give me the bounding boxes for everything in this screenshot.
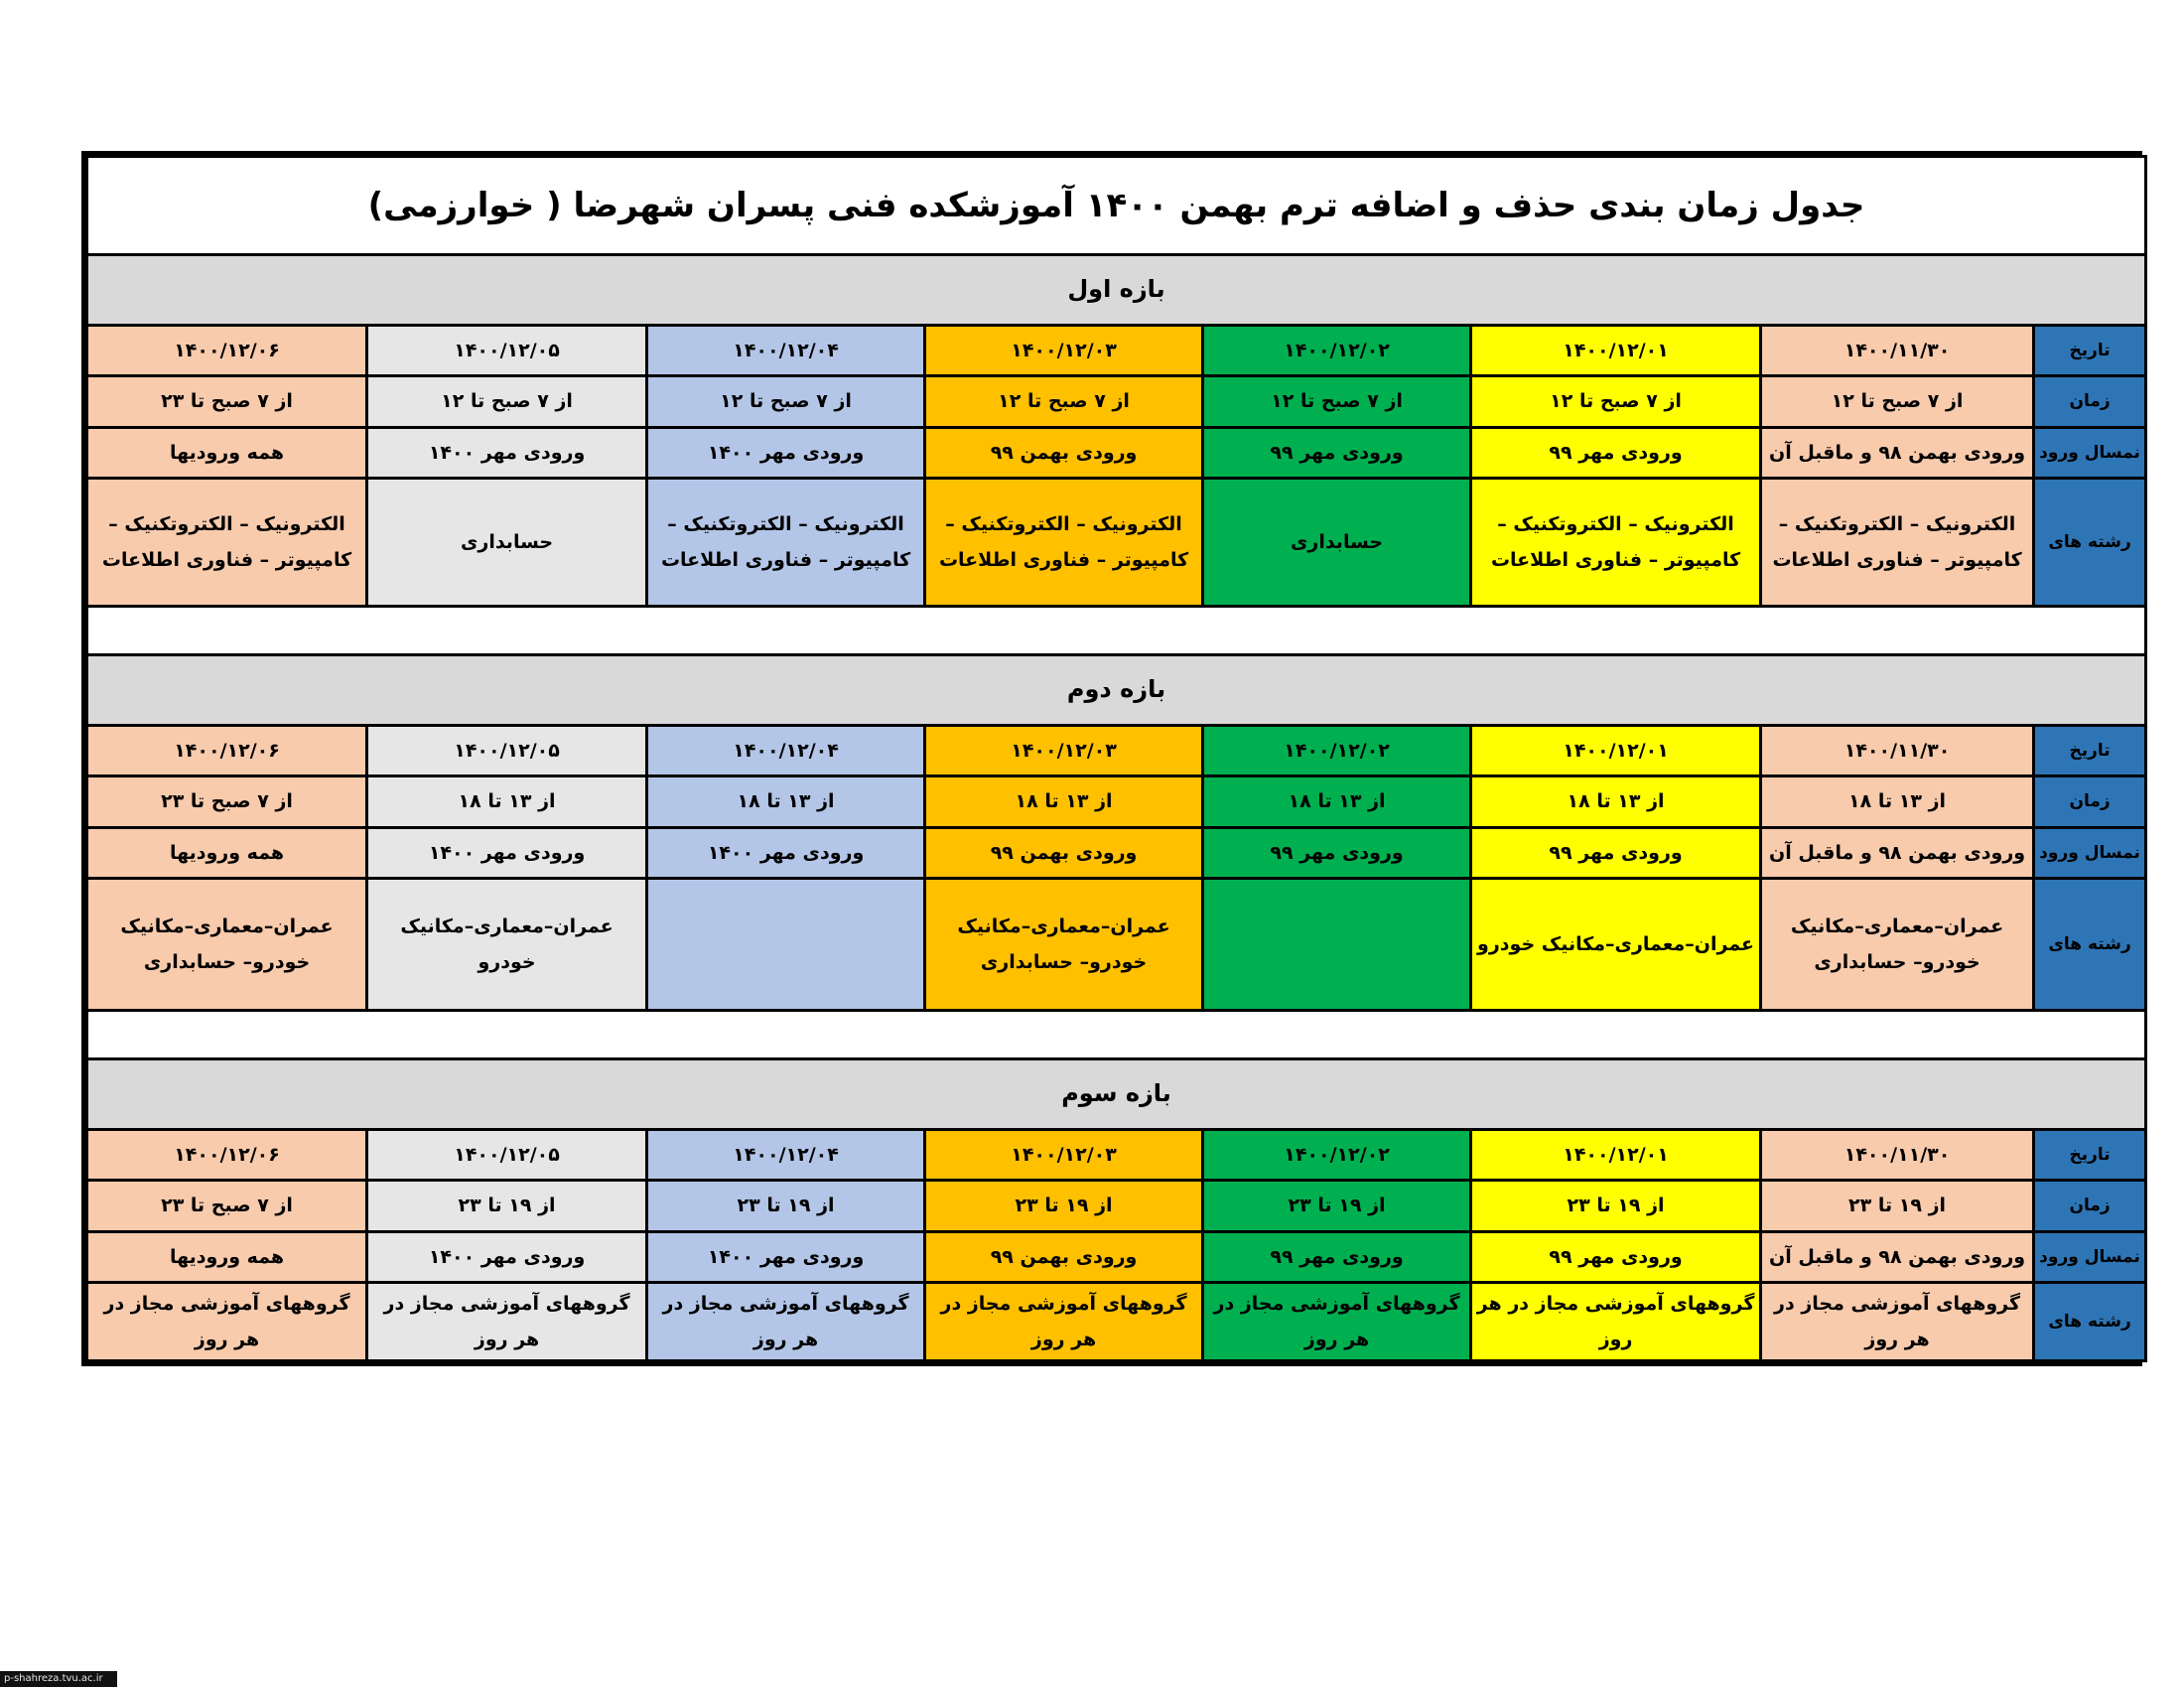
date-row [87,726,2146,776]
semester-cell: همه ورودیها [87,428,367,479]
date-cell: ۱۴۰۰/۱۲/۰۵ [367,726,647,776]
semester-cell: ورودی بهمن ۹۹ [925,428,1203,479]
fields-cell: الکترونیک – الکتروتکنیک – کامپیوتر – فناوری اطلاعات [1761,479,2034,607]
semester-label: نمسال ورود [2034,828,2146,879]
date-row [87,326,2146,376]
fields-cell: عمران–معماری–مکانیک خودرو– حسابداری [87,879,367,1011]
period-heading: بازه دوم [87,655,2146,726]
fields-row [87,1283,2146,1361]
time-cell: از ۷ صبح تا ۲۳ [87,776,367,828]
date-cell: ۱۴۰۰/۱۲/۰۶ [87,1130,367,1181]
semester-cell: ورودی مهر ۹۹ [1203,1232,1471,1283]
date-cell: ۱۴۰۰/۱۱/۳۰ [1761,326,2034,376]
time-cell: از ۱۹ تا ۲۳ [1471,1181,1761,1232]
fields-cell [647,879,925,1011]
semester-cell: همه ورودیها [87,1232,367,1283]
date-cell: ۱۴۰۰/۱۲/۰۴ [647,326,925,376]
time-cell: از ۷ صبح تا ۱۲ [1203,376,1471,428]
fields-cell: گروههای آموزشی مجاز در هر روز [925,1283,1203,1361]
semester-cell: ورودی مهر ۹۹ [1471,828,1761,879]
date-cell: ۱۴۰۰/۱۲/۰۵ [367,326,647,376]
date-label: تاریخ [2034,726,2146,776]
semester-row [87,1232,2146,1283]
semester-cell: ورودی بهمن ۹۸ و ماقبل آن [1761,428,2034,479]
fields-cell: گروههای آموزشی مجاز در هر روز [647,1283,925,1361]
date-cell: ۱۴۰۰/۱۲/۰۳ [925,1130,1203,1181]
semester-cell: ورودی بهمن ۹۸ و ماقبل آن [1761,1232,2034,1283]
fields-label: رشته های [2034,479,2146,607]
time-cell: از ۱۹ تا ۲۳ [367,1181,647,1232]
time-cell: از ۱۳ تا ۱۸ [1761,776,2034,828]
date-cell: ۱۴۰۰/۱۲/۰۶ [87,726,367,776]
fields-cell: گروههای آموزشی مجاز در هر روز [1761,1283,2034,1361]
date-cell: ۱۴۰۰/۱۲/۰۲ [1203,1130,1471,1181]
date-cell: ۱۴۰۰/۱۱/۳۰ [1761,726,2034,776]
fields-cell: الکترونیک – الکتروتکنیک – کامپیوتر – فناوری اطلاعات [647,479,925,607]
fields-cell: حسابداری [367,479,647,607]
fields-cell: گروههای آموزشی مجاز در هر روز [1203,1283,1471,1361]
fields-cell: عمران–معماری–مکانیک خودرو– حسابداری [1761,879,2034,1011]
schedule-body [87,157,2146,1361]
semester-cell: ورودی بهمن ۹۸ و ماقبل آن [1761,828,2034,879]
time-cell: از ۱۹ تا ۲۳ [925,1181,1203,1232]
fields-cell: عمران–معماری–مکانیک خودرو– حسابداری [925,879,1203,1011]
spacer-row [87,607,2146,655]
semester-cell: ورودی مهر ۹۹ [1203,428,1471,479]
time-cell: از ۷ صبح تا ۱۲ [925,376,1203,428]
semester-cell: ورودی مهر ۱۴۰۰ [367,428,647,479]
semester-row [87,828,2146,879]
date-cell: ۱۴۰۰/۱۱/۳۰ [1761,1130,2034,1181]
date-row [87,1130,2146,1181]
date-cell: ۱۴۰۰/۱۲/۰۵ [367,1130,647,1181]
date-cell: ۱۴۰۰/۱۲/۰۳ [925,726,1203,776]
schedule-sheet [81,151,2142,1366]
time-row [87,1181,2146,1232]
fields-label: رشته های [2034,1283,2146,1361]
date-label: تاریخ [2034,326,2146,376]
date-cell: ۱۴۰۰/۱۲/۰۱ [1471,726,1761,776]
fields-cell: عمران–معماری–مکانیک خودرو [1471,879,1761,1011]
date-label: تاریخ [2034,1130,2146,1181]
semester-cell: ورودی مهر ۱۴۰۰ [647,828,925,879]
time-cell: از ۷ صبح تا ۱۲ [367,376,647,428]
semester-cell: ورودی مهر ۱۴۰۰ [647,428,925,479]
semester-cell: ورودی مهر ۹۹ [1203,828,1471,879]
date-cell: ۱۴۰۰/۱۲/۰۲ [1203,326,1471,376]
fields-row [87,879,2146,1011]
semester-cell: ورودی مهر ۱۴۰۰ [367,828,647,879]
date-cell: ۱۴۰۰/۱۲/۰۳ [925,326,1203,376]
schedule-table [85,155,2147,1362]
date-cell: ۱۴۰۰/۱۲/۰۱ [1471,1130,1761,1181]
semester-label: نمسال ورود [2034,1232,2146,1283]
time-cell: از ۱۹ تا ۲۳ [647,1181,925,1232]
fields-cell: گروههای آموزشی مجاز در هر روز [87,1283,367,1361]
time-label: زمان [2034,376,2146,428]
time-cell: از ۷ صبح تا ۲۳ [87,376,367,428]
fields-cell: عمران–معماری–مکانیک خودرو [367,879,647,1011]
date-cell: ۱۴۰۰/۱۲/۰۴ [647,726,925,776]
semester-row [87,428,2146,479]
time-cell: از ۱۳ تا ۱۸ [1203,776,1471,828]
spacer-row [87,1011,2146,1059]
time-cell: از ۷ صبح تا ۱۲ [647,376,925,428]
time-cell: از ۷ صبح تا ۱۲ [1761,376,2034,428]
date-cell: ۱۴۰۰/۱۲/۰۴ [647,1130,925,1181]
time-cell: از ۱۳ تا ۱۸ [1471,776,1761,828]
time-label: زمان [2034,776,2146,828]
period-heading: بازه اول [87,255,2146,326]
semester-cell: ورودی مهر ۱۴۰۰ [647,1232,925,1283]
fields-cell: الکترونیک – الکتروتکنیک – کامپیوتر – فناوری اطلاعات [925,479,1203,607]
time-cell: از ۷ صبح تا ۲۳ [87,1181,367,1232]
time-cell: از ۱۳ تا ۱۸ [925,776,1203,828]
date-cell: ۱۴۰۰/۱۲/۰۶ [87,326,367,376]
semester-cell: ورودی مهر ۹۹ [1471,1232,1761,1283]
time-cell: از ۱۹ تا ۲۳ [1761,1181,2034,1232]
time-cell: از ۱۹ تا ۲۳ [1203,1181,1471,1232]
time-label: زمان [2034,1181,2146,1232]
time-row [87,776,2146,828]
date-cell: ۱۴۰۰/۱۲/۰۱ [1471,326,1761,376]
fields-cell [1203,879,1471,1011]
page-title: جدول زمان بندی حذف و اضافه ترم بهمن ۱۴۰۰ آموزشکده فنی پسران شهرضا ( خوارزمی) [87,157,2146,255]
time-cell: از ۷ صبح تا ۱۲ [1471,376,1761,428]
period-heading: بازه سوم [87,1059,2146,1130]
fields-row [87,479,2146,607]
semester-label: نمسال ورود [2034,428,2146,479]
semester-cell: ورودی بهمن ۹۹ [925,1232,1203,1283]
fields-cell: گروههای آموزشی مجاز در هر روز [367,1283,647,1361]
semester-cell: ورودی مهر ۹۹ [1471,428,1761,479]
semester-cell: ورودی بهمن ۹۹ [925,828,1203,879]
fields-cell: حسابداری [1203,479,1471,607]
date-cell: ۱۴۰۰/۱۲/۰۲ [1203,726,1471,776]
time-row [87,376,2146,428]
semester-cell: ورودی مهر ۱۴۰۰ [367,1232,647,1283]
fields-label: رشته های [2034,879,2146,1011]
time-cell: از ۱۳ تا ۱۸ [647,776,925,828]
semester-cell: همه ورودیها [87,828,367,879]
fields-cell: گروههای آموزشی مجاز در هر روز [1471,1283,1761,1361]
time-cell: از ۱۳ تا ۱۸ [367,776,647,828]
fields-cell: الکترونیک – الکتروتکنیک – کامپیوتر – فناوری اطلاعات [87,479,367,607]
fields-cell: الکترونیک – الکتروتکنیک – کامپیوتر – فناوری اطلاعات [1471,479,1761,607]
watermark: p-shahreza.tvu.ac.ir [0,1671,117,1687]
